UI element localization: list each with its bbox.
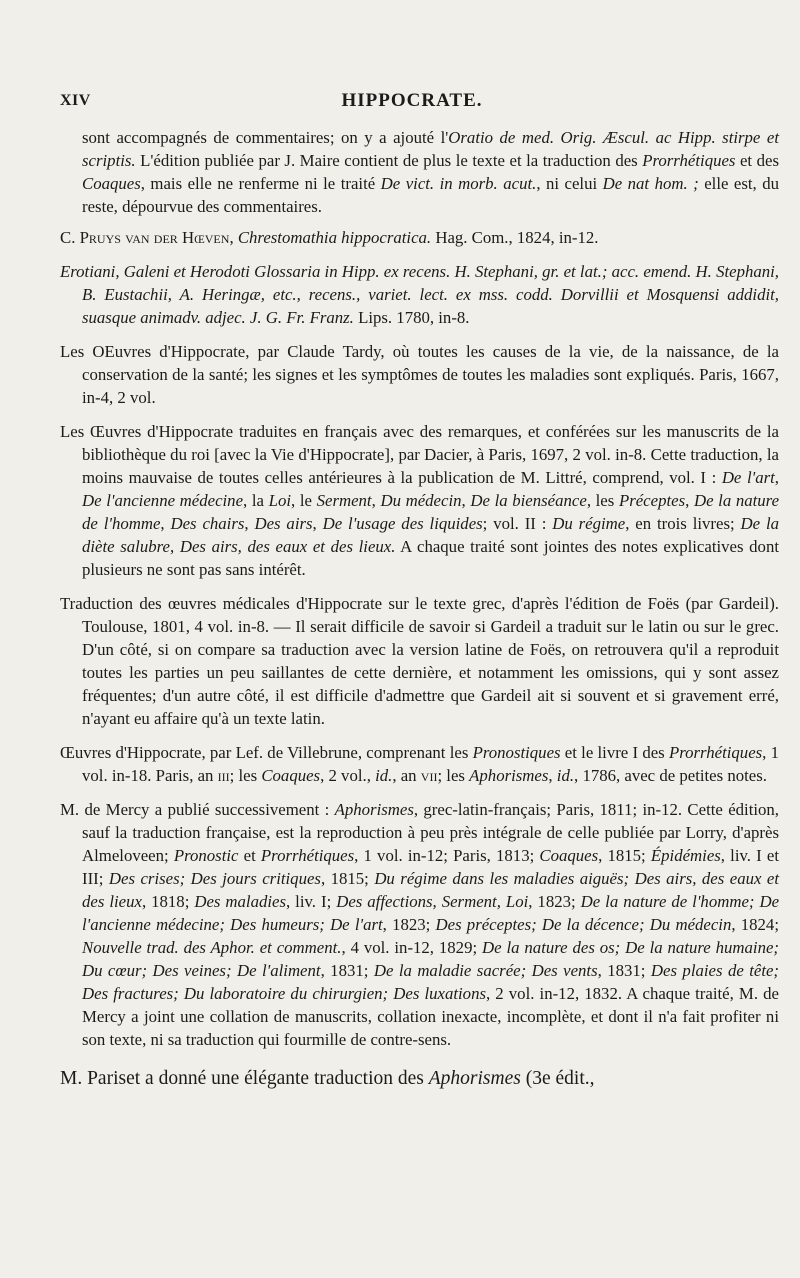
italic-title: De la maladie sacrée; Des vents [373, 961, 598, 980]
italic-title: Des airs, des eaux et des lieux. [179, 537, 396, 556]
bibliography-entry [60, 420, 779, 581]
text-run: , [312, 514, 323, 533]
text-run: , 1823; [382, 915, 436, 934]
italic-title: Nouvelle trad. des Aphor. et comment. [82, 938, 342, 957]
text-run: , la [243, 491, 269, 510]
italic-title: Du régime [552, 514, 626, 533]
text-run: et des [735, 151, 779, 170]
text-run: , liv. I; [286, 892, 337, 911]
text-run: , an [392, 766, 421, 785]
italic-title: Aphorismes [469, 766, 549, 785]
text-run: , [169, 537, 180, 556]
italic-title: Loi [268, 491, 292, 510]
bibliography-entry [60, 340, 779, 409]
text-run: , 1815; [598, 846, 651, 865]
text-run: , [229, 228, 238, 247]
text-run: Les OEuvres d'Hippocrate, par Claude Tardy, où toutes les causes de la vie, de la naissance, de la conservation de la santé; les signes et les symptômes de toutes les maladies sont expliqués. Paris, 1667, in-4, 2 vol. [60, 342, 779, 407]
italic-title: Prorrhétiques [642, 151, 736, 170]
bibliography-entry [60, 126, 779, 218]
text-run: , 2 vol., [320, 766, 376, 785]
text-run: et [238, 846, 261, 865]
text-run: M. Pariset a donné une élégante traduction des [60, 1068, 429, 1089]
small-caps-text: Pruys van der Hœven [79, 228, 230, 247]
text-run: Lips. 1780, in-8. [353, 308, 470, 327]
italic-title: De l'art [721, 468, 775, 487]
text-run: , grec-latin-français; Paris, 1811; in-12. Cette édition, sauf la traduction française, est la reproduction à peu près intégrale de celle publiée par Lorry, d'après Almeloveen; [82, 800, 779, 865]
italic-title: De l'usage des liquides [322, 514, 483, 533]
small-caps-text: iii [217, 766, 230, 785]
italic-title: Des affections, Serment, Loi [336, 892, 529, 911]
italic-title: Coaques [539, 846, 599, 865]
text-run: , [244, 514, 255, 533]
italic-title: Oratio de med. Orig. Æscul. ac Hipp. stirpe et scriptis. [82, 128, 779, 170]
text-run: , [548, 766, 557, 785]
text-run: , 4 vol. in-12, 1829; [341, 938, 483, 957]
page-number: XIV [60, 92, 91, 109]
italic-title: Prorrhétiques [668, 743, 763, 762]
italic-title: Pronostiques [472, 743, 561, 762]
bibliography-entry [60, 226, 779, 249]
italic-title: De la nature de l'homme [82, 491, 780, 533]
italic-title: Préceptes [618, 491, 686, 510]
bibliography-entry [60, 260, 779, 329]
italic-title: De nat hom. ; [602, 174, 699, 193]
text-run: Traduction des œuvres médicales d'Hippocrate sur le texte grec, d'après l'édition de Foës (par Gardeil). Toulouse, 1801, 4 vol. in-8. — Il serait difficile de savoir si Gardeil a traduit sur le latin ou sur le grec. D'un côté, si on compare sa traduction avec la version latine de Foës, on retrouvera qu'il a reproduit toutes les parties un peu saillantes de cette dernière, et notamment les omissions, qui y sont assez fréquentes; d'un autre côté, il est difficile d'admettre que Gardeil ait si souvent et si gravement erré, n'ayant eu affaire qu'à un texte latin. [60, 594, 779, 728]
text-run: , ni celui [536, 174, 603, 193]
text-run: , 1823; [528, 892, 581, 911]
small-caps-text: vii [420, 766, 438, 785]
text-run: sont accompagnés de commentaires; on y a ajouté l' [82, 128, 449, 147]
italic-title: Des plaies de tête; Des fractures; Du laboratoire du chirurgien; Des luxations [82, 961, 780, 1003]
italic-title: De la nature de l'homme; De l'ancienne médecine; Des humeurs; De l'art [82, 892, 780, 934]
italic-title: De la nature des os; De la nature humaine; Du cœur; Des veines; De l'aliment [82, 938, 779, 980]
text-run: , 1831; [320, 961, 374, 980]
running-title: HIPPOCRATE. [341, 90, 483, 111]
italic-title: Pronostic [173, 846, 239, 865]
text-run: (3e édit., [520, 1068, 595, 1089]
italic-title: Des préceptes; De la décence; Du médecin [435, 915, 732, 934]
bibliography-entry [60, 592, 779, 730]
italic-title: De vict. in morb. acut. [380, 174, 537, 193]
text-run: , 2 vol. in-12, 1832. A chaque traité, M. de Mercy a joint une collation de manuscrits, collation inexacte, incomplète, et dont il n'a fait profiter ni son texte, ni sa traduction qui fourmille de contre-sens. [82, 984, 779, 1049]
italic-title: De l'ancienne médecine [82, 491, 244, 510]
text-run: Hag. Com., 1824, in-12. [431, 228, 599, 247]
italic-title: Épidémies [650, 846, 721, 865]
text-run: et le livre I des [560, 743, 669, 762]
page-header [60, 90, 764, 116]
italic-title: Du médecin [380, 491, 462, 510]
italic-title: De la bienséance [470, 491, 587, 510]
italic-title: Chrestomathia hippocratica. [237, 228, 432, 247]
text-run: , 1815; [320, 869, 375, 888]
text-run: , le [291, 491, 317, 510]
bibliography-entry [60, 741, 779, 787]
text-run: , mais elle ne renferme ni le traité [140, 174, 381, 193]
text-run: , 1786, avec de petites notes. [574, 766, 767, 785]
text-run: L'édition publiée par J. Maire contient de plus le texte et la traduction des [135, 151, 643, 170]
text-run: , [160, 514, 171, 533]
text-run: , 1 vol. in-12; Paris, 1813; [354, 846, 540, 865]
italic-title: Du régime dans les maladies aiguës; Des airs, des eaux et des lieux [82, 869, 780, 911]
text-run: elle est, du reste, dépourvue des commentaires. [82, 174, 779, 216]
italic-title: Des chairs [170, 514, 245, 533]
text-run: , [774, 468, 779, 487]
italic-title: Serment [316, 491, 372, 510]
bibliography-entry [60, 1065, 779, 1092]
text-run: , 1831; [597, 961, 651, 980]
text-run: ; les [437, 766, 470, 785]
text-run: C. [60, 228, 80, 247]
bibliography-text [60, 126, 779, 1103]
text-run: A chaque traité sont jointes des notes explicatives dont plusieurs ne sont pas sans intérêt. [82, 537, 780, 579]
italic-title: Aphorismes [334, 800, 414, 819]
text-run: , les [586, 491, 619, 510]
italic-title: Erotiani, Galeni et Herodoti Glossaria in Hipp. ex recens. H. Stephani, gr. et lat.; acc. emend. H. Stephani, B. Eustachii, A. Heringæ, etc., recens., variet. lect. ex mss. codd. Dorvillii et Mosquensi addidit, suasque animadv. adjec. J. G. Fr. Franz. [60, 262, 779, 327]
bibliography-entry [60, 798, 779, 1051]
text-run: , 1 vol. in-18. Paris, an [82, 743, 779, 785]
italic-title: id. [556, 766, 575, 785]
text-run: , liv. I et III; [82, 846, 779, 888]
text-run: , en trois livres; [625, 514, 741, 533]
italic-title: Des maladies [194, 892, 287, 911]
text-run: Œuvres d'Hippocrate, par Lef. de Villebrune, comprenant les [60, 743, 473, 762]
text-run: ; vol. II : [482, 514, 553, 533]
text-run: , 1818; [141, 892, 195, 911]
text-run: , [685, 491, 694, 510]
text-run: ; les [229, 766, 262, 785]
text-run: M. de Mercy a publié successivement : [60, 800, 335, 819]
italic-title: Aphorismes [428, 1068, 521, 1089]
italic-title: Des crises; Des jours critiques [108, 869, 321, 888]
text-run: , 1824; [731, 915, 779, 934]
italic-title: id. [375, 766, 393, 785]
italic-title: Prorrhétiques [260, 846, 355, 865]
italic-title: Coaques [261, 766, 321, 785]
italic-title: Des airs [254, 514, 313, 533]
italic-title: Coaques [82, 174, 141, 193]
text-run: , [371, 491, 381, 510]
text-run: Les Œuvres d'Hippocrate traduites en français avec des remarques, et conférées sur les manuscrits de la bibliothèque du roi [avec la Vie d'Hippocrate], par Dacier, à Paris, 1697, 2 vol. in-8. Cette traduction, la moins mauvaise de toutes celles antérieures à la publication de M. Littré, comprend, vol. I : [60, 422, 779, 487]
italic-title: De la diète salubre [82, 514, 779, 556]
text-run: , [461, 491, 471, 510]
